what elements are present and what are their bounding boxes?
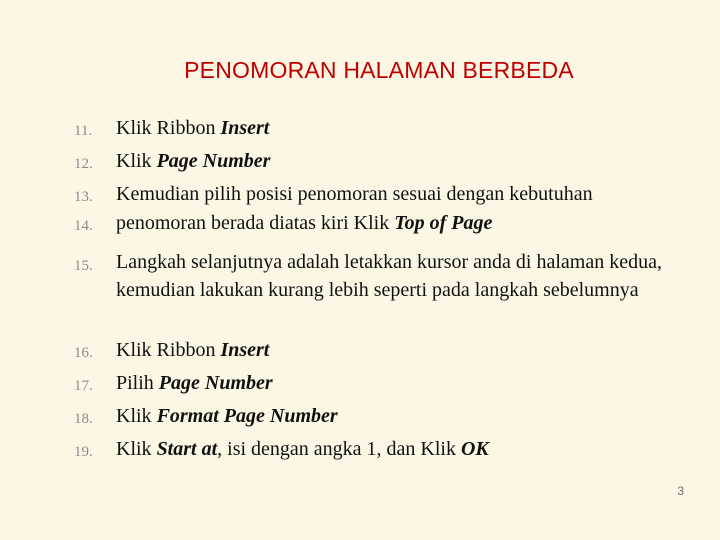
item-number: 19. [74, 444, 93, 460]
slide-title: PENOMORAN HALAMAN BERBEDA [184, 57, 574, 83]
list-item [74, 151, 674, 174]
list-item [74, 373, 674, 396]
item-number: 11. [74, 123, 93, 139]
list-item [74, 340, 674, 363]
list-item [74, 406, 674, 429]
list-item [74, 439, 674, 462]
item-text: Kemudian pilih posisi penomoran sesuai dengan kebutuhan [116, 183, 593, 205]
item-number: 17. [74, 378, 93, 394]
item-text: penomoran berada diatas kiri Klik Top of Page [116, 212, 493, 234]
list-item [74, 184, 674, 207]
item-number: 14. [74, 218, 93, 234]
item-text: Klik Ribbon Insert [116, 339, 270, 361]
item-text: Pilih Page Number [116, 372, 273, 394]
item-number: 13. [74, 189, 93, 205]
item-number: 12. [74, 156, 93, 172]
list-item [74, 213, 674, 236]
item-number: 18. [74, 411, 93, 427]
item-text: Klik Format Page Number [116, 405, 338, 427]
item-number: 16. [74, 345, 93, 361]
item-number: 15. [74, 258, 93, 274]
item-text: Klik Page Number [116, 150, 271, 172]
list-item [74, 118, 674, 141]
item-text: Klik Ribbon Insert [116, 117, 270, 139]
page-number: 3 [677, 484, 684, 498]
list-item [74, 249, 674, 304]
item-text: Klik Start at, isi dengan angka 1, dan Klik OK [116, 438, 489, 460]
item-text: Langkah selanjutnya adalah letakkan kursor anda di halaman kedua, kemudian lakukan kurang lebih seperti pada langkah sebelumnya [116, 251, 662, 301]
